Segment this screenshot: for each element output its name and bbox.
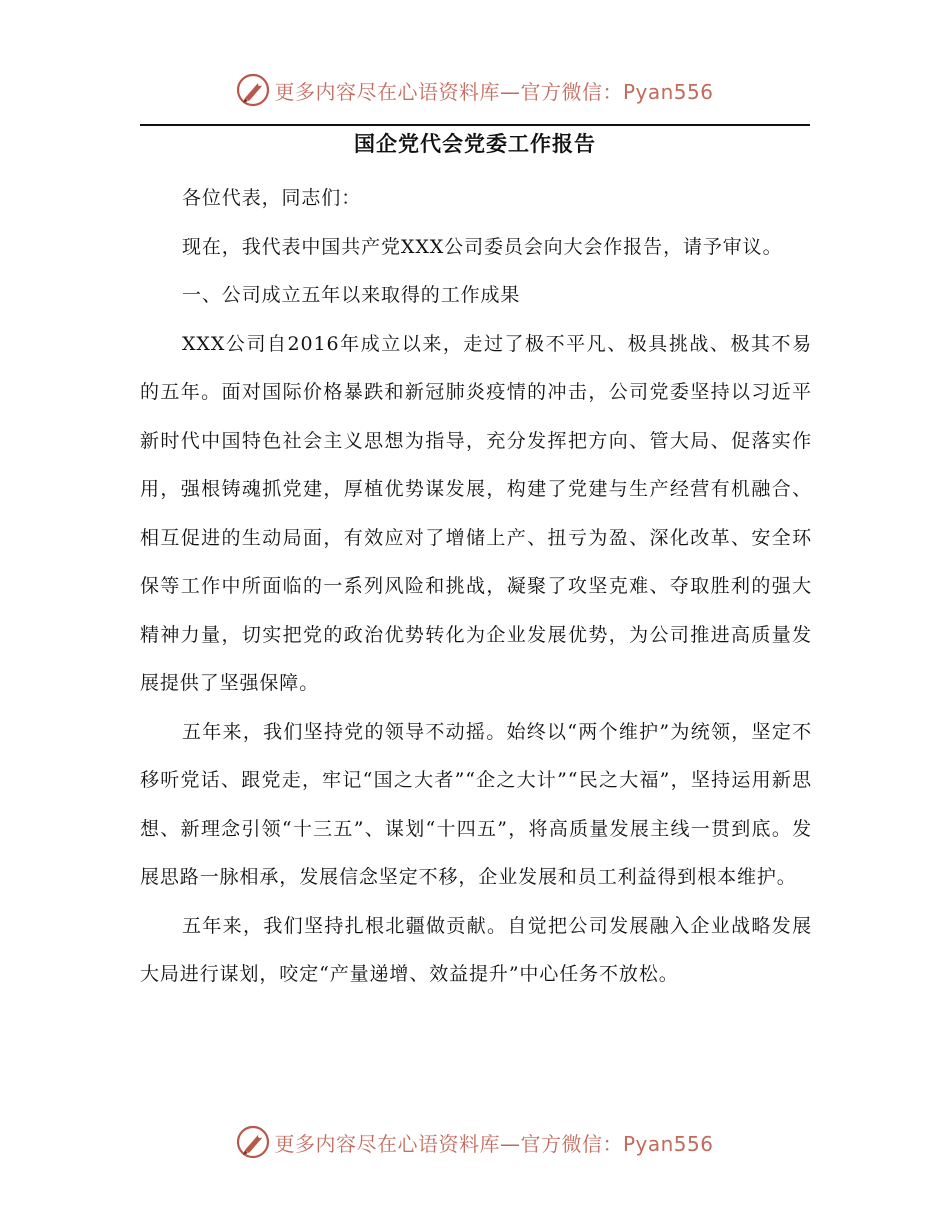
document-body bbox=[140, 174, 812, 999]
pen-logo-icon bbox=[236, 1125, 270, 1159]
footer-banner bbox=[0, 1122, 950, 1162]
document-title: 国企党代会党委工作报告 bbox=[354, 131, 596, 156]
pen-logo-icon bbox=[236, 73, 270, 107]
paragraph-leadership: 五年来，我们坚持党的领导不动摇。始终以“两个维护”为统领，坚定不移听党话、跟党走，牢记“国之大者”“企之大计”“民之大福”，坚持运用新思想、新理念引领“十三五”、谋划“十四五”，将高质量发展主线一贯到底。发展思路一脉相承，发展信念坚定不移，企业发展和员工利益得到根本维护。 bbox=[140, 720, 812, 888]
paragraph-contribution: 五年来，我们坚持扎根北疆做贡献。自觉把公司发展融入企业战略发展大局进行谋划，咬定“产量递增、效益提升”中心任务不放松。 bbox=[140, 914, 812, 985]
paragraph-achievements: XXX公司自2016年成立以来，走过了极不平凡、极具挑战、极其不易的五年。面对国际价格暴跌和新冠肺炎疫情的冲击，公司党委坚持以习近平新时代中国特色社会主义思想为指导，充分发挥把方向、管大局、促落实作用，强根铸魂抓党建，厚植优势谋发展，构建了党建与生产经营有机融合、相互促进的生动局面，有效应对了增储上产、扭亏为盈、深化改革、安全环保等工作中所面临的一系列风险和挑战，凝聚了攻坚克难、夺取胜利的强大精神力量，切实把党的政治优势转化为企业发展优势，为公司推进高质量发展提供了坚强保障。 bbox=[140, 332, 812, 694]
footer-banner-text: 更多内容尽在心语资料库—官方微信：Pyan556 bbox=[274, 1131, 714, 1156]
paragraph-intro: 现在，我代表中国共产党XXX公司委员会向大会作报告，请予审议。 bbox=[182, 235, 783, 258]
header-banner-text: 更多内容尽在心语资料库—官方微信：Pyan556 bbox=[274, 79, 714, 104]
paragraph-greeting: 各位代表，同志们： bbox=[182, 187, 362, 209]
section-heading: 一、公司成立五年以来取得的工作成果 bbox=[182, 284, 521, 306]
header-banner bbox=[0, 70, 950, 110]
